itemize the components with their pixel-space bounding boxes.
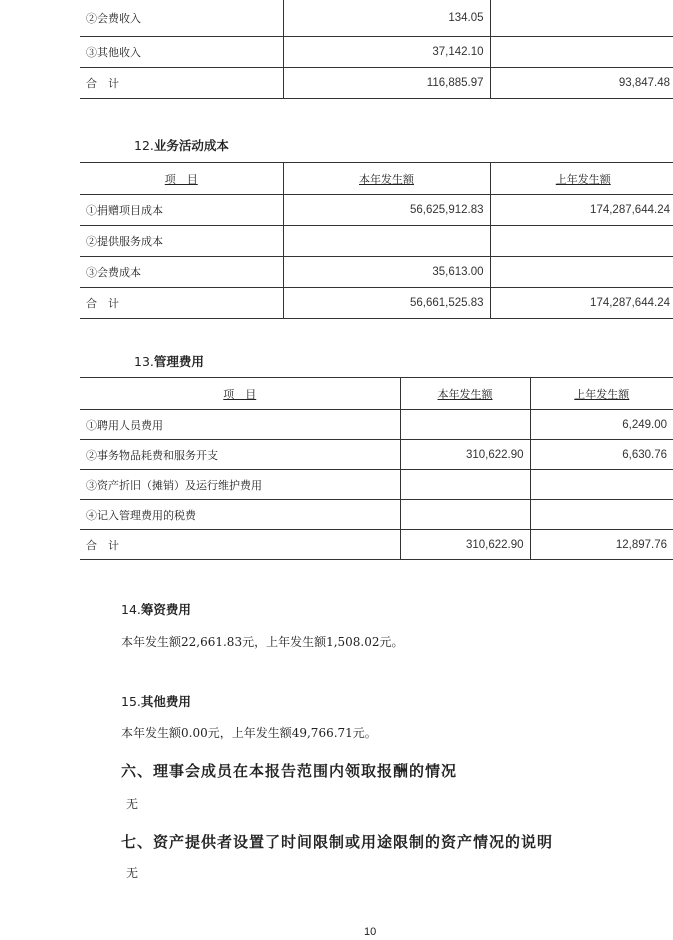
previous-amount [490,257,673,288]
current-amount [400,470,530,500]
table-row-total [80,288,673,319]
table-row [80,36,673,67]
row-label: ②提供服务成本 [80,226,283,257]
table-header-row [80,378,673,410]
business-cost-table [80,162,673,319]
previous-amount [490,226,673,257]
current-amount: 310,622.90 [400,530,530,560]
col-header-current: 本年发生额 [400,378,530,410]
col-header-item: 项 目 [80,378,400,410]
table-row [80,470,673,500]
table-row [80,0,673,36]
current-amount [283,226,490,257]
table-row [80,195,673,226]
management-expense-table [80,377,673,560]
row-label: 合 计 [80,288,283,319]
row-label: ①捐赠项目成本 [80,195,283,226]
row-label: ④记入管理费用的税费 [80,500,400,530]
current-amount [400,410,530,440]
previous-amount: 174,287,644.24 [490,195,673,226]
chapter-7-body: 无 [126,866,139,880]
table-row [80,257,673,288]
heading-number: 13. [134,354,154,369]
heading-text: 筹资费用 [140,602,191,617]
previous-amount: 6,630.76 [530,440,673,470]
current-amount: 35,613.00 [283,257,490,288]
row-label: ③其他收入 [80,36,283,67]
table-row-total [80,530,673,560]
section-15-heading [121,692,191,710]
current-amount: 37,142.10 [283,36,490,67]
previous-amount: 6,249.00 [530,410,673,440]
table-row [80,410,673,440]
heading-text: 管理费用 [153,354,204,369]
col-header-current: 本年发生额 [283,163,490,195]
current-amount: 116,885.97 [283,67,490,98]
heading-number: 14. [121,602,141,617]
section-14-heading [121,600,191,618]
row-label: 合 计 [80,67,283,98]
previous-amount [490,0,673,36]
row-label: ③会费成本 [80,257,283,288]
col-header-previous: 上年发生额 [530,378,673,410]
income-table-tail [80,0,673,99]
heading-number: 12. [134,138,154,153]
table-row [80,500,673,530]
previous-amount: 93,847.48 [490,67,673,98]
col-header-previous: 上年发生额 [490,163,673,195]
page-number: 10 [364,926,377,938]
chapter-7-title: 七、资产提供者设置了时间限制或用途限制的资产情况的说明 [121,833,554,851]
row-label: ①聘用人员费用 [80,410,400,440]
current-amount: 56,625,912.83 [283,195,490,226]
table-row [80,440,673,470]
current-amount: 134.05 [283,0,490,36]
col-header-item: 项 目 [80,163,283,195]
previous-amount [530,470,673,500]
heading-text: 业务活动成本 [153,138,229,153]
current-amount: 56,661,525.83 [283,288,490,319]
row-label: ③资产折旧（摊销）及运行维护费用 [80,470,400,500]
section-15-text: 本年发生额0.00元，上年发生额49,766.71元。 [121,726,377,740]
previous-amount [530,500,673,530]
table-row-total [80,67,673,98]
table-header-row [80,163,673,195]
previous-amount [490,36,673,67]
row-label: 合 计 [80,530,400,560]
previous-amount: 174,287,644.24 [490,288,673,319]
current-amount: 310,622.90 [400,440,530,470]
chapter-6-title: 六、理事会成员在本报告范围内领取报酬的情况 [121,762,458,780]
row-label: ②会费收入 [80,0,283,36]
current-amount [400,500,530,530]
chapter-6-body: 无 [126,797,139,811]
section-14-text: 本年发生额22,661.83元，上年发生额1,508.02元。 [121,635,404,649]
previous-amount: 12,897.76 [530,530,673,560]
section-12-heading [134,136,229,154]
table-row [80,226,673,257]
section-13-heading [134,352,204,370]
heading-number: 15. [121,694,141,709]
heading-text: 其他费用 [140,694,191,709]
row-label: ②事务物品耗费和服务开支 [80,440,400,470]
